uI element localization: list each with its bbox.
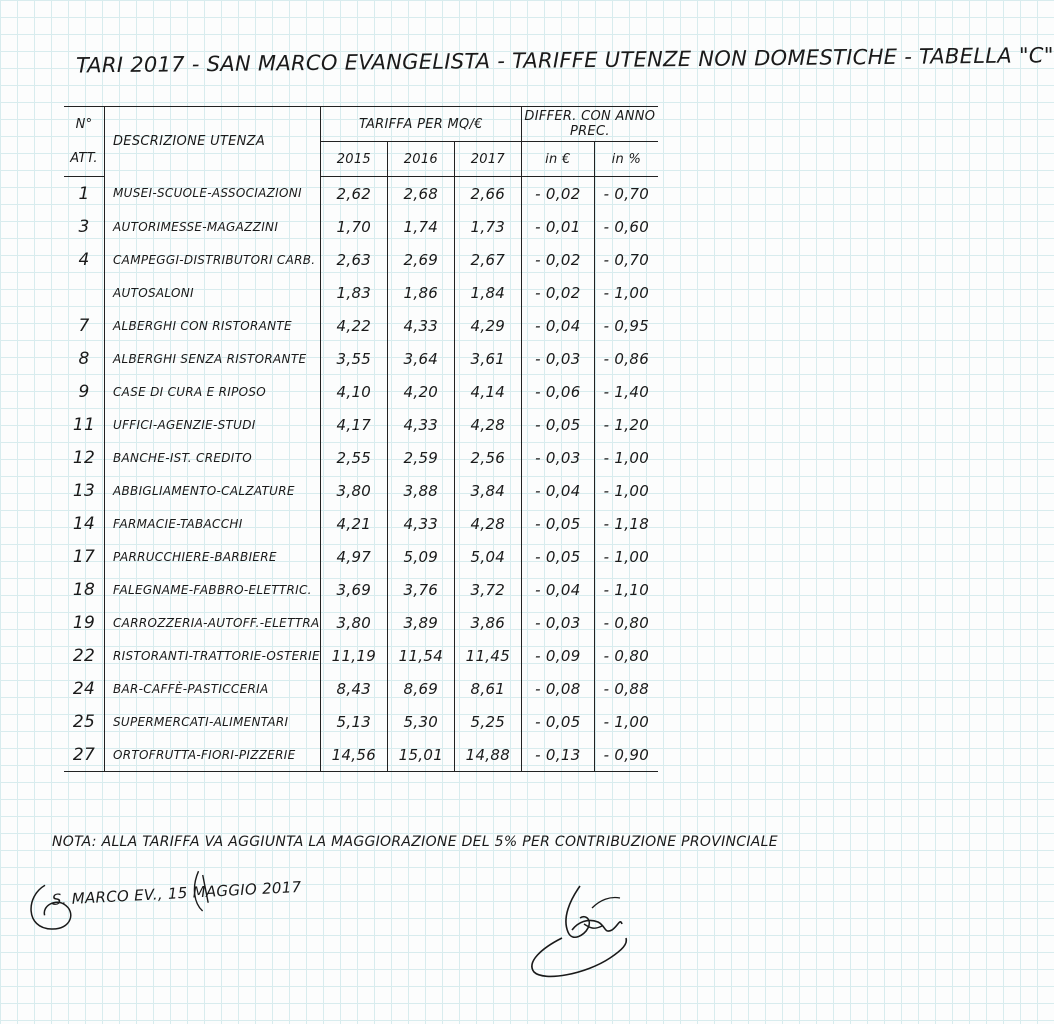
- cell-2015: 4,97: [320, 540, 387, 573]
- cell-diff-pct: - 0,86: [594, 342, 658, 375]
- cell-description: FALEGNAME-FABBRO-ELETTRIC.: [105, 573, 321, 606]
- table-row: [64, 474, 658, 507]
- col-header-2015: 2015: [320, 142, 387, 177]
- cell-2017: 14,88: [454, 738, 521, 772]
- cell-description: CARROZZERIA-AUTOFF.-ELETTRA: [105, 606, 321, 639]
- col-header-2016: 2016: [387, 142, 454, 177]
- table-row: [64, 276, 658, 309]
- cell-description: SUPERMERCATI-ALIMENTARI: [105, 705, 321, 738]
- cell-2016: 4,20: [387, 375, 454, 408]
- cell-description: ABBIGLIAMENTO-CALZATURE: [105, 474, 321, 507]
- cell-diff-euro: - 0,04: [521, 474, 594, 507]
- table-row: [64, 375, 658, 408]
- cell-2015: 3,55: [320, 342, 387, 375]
- cell-2017: 2,67: [454, 243, 521, 276]
- cell-diff-euro: - 0,03: [521, 606, 594, 639]
- cell-number: 8: [78, 348, 90, 369]
- table-row: [64, 639, 658, 672]
- col-header-diff-pct: in %: [594, 142, 658, 177]
- cell-diff-pct: - 1,40: [594, 375, 658, 408]
- cell-2017: 8,61: [454, 672, 521, 705]
- cell-2015: 3,69: [320, 573, 387, 606]
- cell-2016: 8,69: [387, 672, 454, 705]
- cell-2017: 4,14: [454, 375, 521, 408]
- cell-2017: 3,61: [454, 342, 521, 375]
- cell-2016: 3,76: [387, 573, 454, 606]
- cell-diff-euro: - 0,02: [521, 243, 594, 276]
- cell-description: BAR-CAFFÈ-PASTICCERIA: [105, 672, 321, 705]
- col-header-diff-group: DIFFER. CON ANNO PREC.: [521, 107, 658, 142]
- cell-number: 24: [72, 678, 96, 699]
- cell-number: 19: [72, 612, 96, 633]
- cell-number: 17: [72, 546, 96, 567]
- cell-2015: 4,22: [320, 309, 387, 342]
- place-date-block: [23, 860, 346, 941]
- cell-number: 25: [72, 711, 96, 732]
- cell-2016: 3,89: [387, 606, 454, 639]
- cell-diff-euro: - 0,03: [521, 342, 594, 375]
- cell-diff-euro: - 0,05: [521, 507, 594, 540]
- cell-number: 3: [78, 216, 90, 237]
- footnote: NOTA: ALLA TARIFFA VA AGGIUNTA LA MAGGIORAZIONE DEL 5% PER CONTRIBUZIONE PROVINCIALE: [52, 834, 778, 850]
- table-row: [64, 606, 658, 639]
- table-row: [64, 177, 658, 211]
- cell-number: 12: [72, 447, 96, 468]
- cell-2015: 2,63: [320, 243, 387, 276]
- cell-diff-pct: - 1,00: [594, 441, 658, 474]
- cell-number: 13: [72, 480, 96, 501]
- col-header-number-bottom: ATT.: [64, 142, 105, 177]
- place-date: S. MARCO EV., 15 MAGGIO 2017: [51, 877, 302, 909]
- cell-diff-pct: - 0,88: [594, 672, 658, 705]
- cell-diff-euro: - 0,04: [521, 573, 594, 606]
- cell-2016: 2,59: [387, 441, 454, 474]
- tariff-table: [64, 106, 658, 772]
- handwritten-signature: [522, 878, 642, 988]
- cell-2015: 1,83: [320, 276, 387, 309]
- cell-2016: 5,09: [387, 540, 454, 573]
- table-row: [64, 309, 658, 342]
- cell-2015: 4,21: [320, 507, 387, 540]
- cell-2015: 8,43: [320, 672, 387, 705]
- cell-diff-euro: - 0,04: [521, 309, 594, 342]
- cell-2017: 11,45: [454, 639, 521, 672]
- cell-number: 9: [78, 381, 90, 402]
- cell-2017: 5,04: [454, 540, 521, 573]
- document-title: TARI 2017 - SAN MARCO EVANGELISTA - TARIFFE UTENZE NON DOMESTICHE - TABELLA "C": [75, 43, 1054, 78]
- cell-2017: 3,84: [454, 474, 521, 507]
- cell-2017: 3,72: [454, 573, 521, 606]
- cell-number: 22: [72, 645, 96, 666]
- cell-2017: 4,28: [454, 408, 521, 441]
- cell-description: ALBERGHI SENZA RISTORANTE: [105, 342, 321, 375]
- cell-diff-pct: - 0,80: [594, 606, 658, 639]
- cell-diff-pct: - 0,60: [594, 210, 658, 243]
- cell-2017: 5,25: [454, 705, 521, 738]
- cell-2017: 1,73: [454, 210, 521, 243]
- cell-2015: 14,56: [320, 738, 387, 772]
- cell-diff-pct: - 1,00: [594, 705, 658, 738]
- table-row: [64, 738, 658, 772]
- cell-2016: 5,30: [387, 705, 454, 738]
- cell-number: 14: [72, 513, 96, 534]
- cell-diff-pct: - 1,00: [594, 474, 658, 507]
- cell-number: 11: [72, 414, 96, 435]
- cell-2016: 2,69: [387, 243, 454, 276]
- cell-2016: 3,64: [387, 342, 454, 375]
- col-header-2017: 2017: [454, 142, 521, 177]
- cell-description: ALBERGHI CON RISTORANTE: [105, 309, 321, 342]
- cell-number: 1: [78, 183, 90, 204]
- cell-2016: 4,33: [387, 507, 454, 540]
- cell-2016: 3,88: [387, 474, 454, 507]
- col-header-diff-euro: in €: [521, 142, 594, 177]
- table-row: [64, 705, 658, 738]
- cell-diff-euro: - 0,05: [521, 705, 594, 738]
- cell-diff-euro: - 0,06: [521, 375, 594, 408]
- table-row: [64, 540, 658, 573]
- cell-diff-euro: - 0,09: [521, 639, 594, 672]
- table-body: [64, 177, 658, 772]
- table-header-row-top: [64, 107, 658, 142]
- col-header-number-top: N°: [64, 107, 105, 142]
- cell-description: PARRUCCHIERE-BARBIERE: [105, 540, 321, 573]
- cell-description: BANCHE-IST. CREDITO: [105, 441, 321, 474]
- cell-description: AUTORIMESSE-MAGAZZINI: [105, 210, 321, 243]
- cell-number: 4: [78, 249, 90, 270]
- cell-2015: 1,70: [320, 210, 387, 243]
- cell-2016: 4,33: [387, 408, 454, 441]
- cell-2015: 2,55: [320, 441, 387, 474]
- cell-description: AUTOSALONI: [105, 276, 321, 309]
- cell-2015: 4,10: [320, 375, 387, 408]
- cell-diff-euro: - 0,13: [521, 738, 594, 772]
- cell-2016: 11,54: [387, 639, 454, 672]
- cell-2016: 15,01: [387, 738, 454, 772]
- cell-diff-euro: - 0,02: [521, 276, 594, 309]
- table-row: [64, 672, 658, 705]
- cell-description: CAMPEGGI-DISTRIBUTORI CARB.: [105, 243, 321, 276]
- table-row: [64, 243, 658, 276]
- cell-diff-pct: - 1,18: [594, 507, 658, 540]
- cell-diff-pct: - 0,70: [594, 243, 658, 276]
- cell-2017: 2,66: [454, 177, 521, 211]
- cell-diff-pct: - 1,10: [594, 573, 658, 606]
- cell-2017: 4,29: [454, 309, 521, 342]
- cell-number: 7: [78, 315, 90, 336]
- table-row: [64, 573, 658, 606]
- cell-diff-euro: - 0,02: [521, 177, 594, 211]
- cell-diff-euro: - 0,05: [521, 408, 594, 441]
- cell-diff-euro: - 0,01: [521, 210, 594, 243]
- cell-diff-pct: - 1,20: [594, 408, 658, 441]
- cell-2015: 2,62: [320, 177, 387, 211]
- cell-2017: 4,28: [454, 507, 521, 540]
- cell-2017: 2,56: [454, 441, 521, 474]
- cell-2016: 1,86: [387, 276, 454, 309]
- table-row: [64, 342, 658, 375]
- cell-diff-pct: - 1,00: [594, 540, 658, 573]
- cell-2015: 3,80: [320, 606, 387, 639]
- cell-description: ORTOFRUTTA-FIORI-PIZZERIE: [105, 738, 321, 772]
- cell-number: 18: [72, 579, 96, 600]
- cell-2016: 2,68: [387, 177, 454, 211]
- table-row: [64, 441, 658, 474]
- cell-2017: 1,84: [454, 276, 521, 309]
- table-row: [64, 210, 658, 243]
- cell-description: MUSEI-SCUOLE-ASSOCIAZIONI: [105, 177, 321, 211]
- cell-2016: 1,74: [387, 210, 454, 243]
- cell-2016: 4,33: [387, 309, 454, 342]
- cell-diff-pct: - 0,70: [594, 177, 658, 211]
- cell-description: CASE DI CURA E RIPOSO: [105, 375, 321, 408]
- cell-number: 27: [64, 738, 105, 772]
- cell-2015: 11,19: [320, 639, 387, 672]
- cell-diff-pct: - 1,00: [594, 276, 658, 309]
- col-header-tariff-group: TARIFFA PER MQ/€: [320, 107, 521, 142]
- col-header-description: DESCRIZIONE UTENZA: [105, 107, 321, 177]
- cell-diff-euro: - 0,05: [521, 540, 594, 573]
- cell-diff-pct: - 0,80: [594, 639, 658, 672]
- cell-diff-euro: - 0,08: [521, 672, 594, 705]
- cell-number: [64, 276, 105, 309]
- cell-description: RISTORANTI-TRATTORIE-OSTERIE: [105, 639, 321, 672]
- cell-diff-euro: - 0,03: [521, 441, 594, 474]
- cell-description: FARMACIE-TABACCHI: [105, 507, 321, 540]
- table-row: [64, 408, 658, 441]
- cell-2015: 3,80: [320, 474, 387, 507]
- cell-2015: 4,17: [320, 408, 387, 441]
- cell-2015: 5,13: [320, 705, 387, 738]
- cell-2017: 3,86: [454, 606, 521, 639]
- cell-diff-pct: - 0,90: [594, 738, 658, 772]
- table-row: [64, 507, 658, 540]
- cell-description: UFFICI-AGENZIE-STUDI: [105, 408, 321, 441]
- cell-diff-pct: - 0,95: [594, 309, 658, 342]
